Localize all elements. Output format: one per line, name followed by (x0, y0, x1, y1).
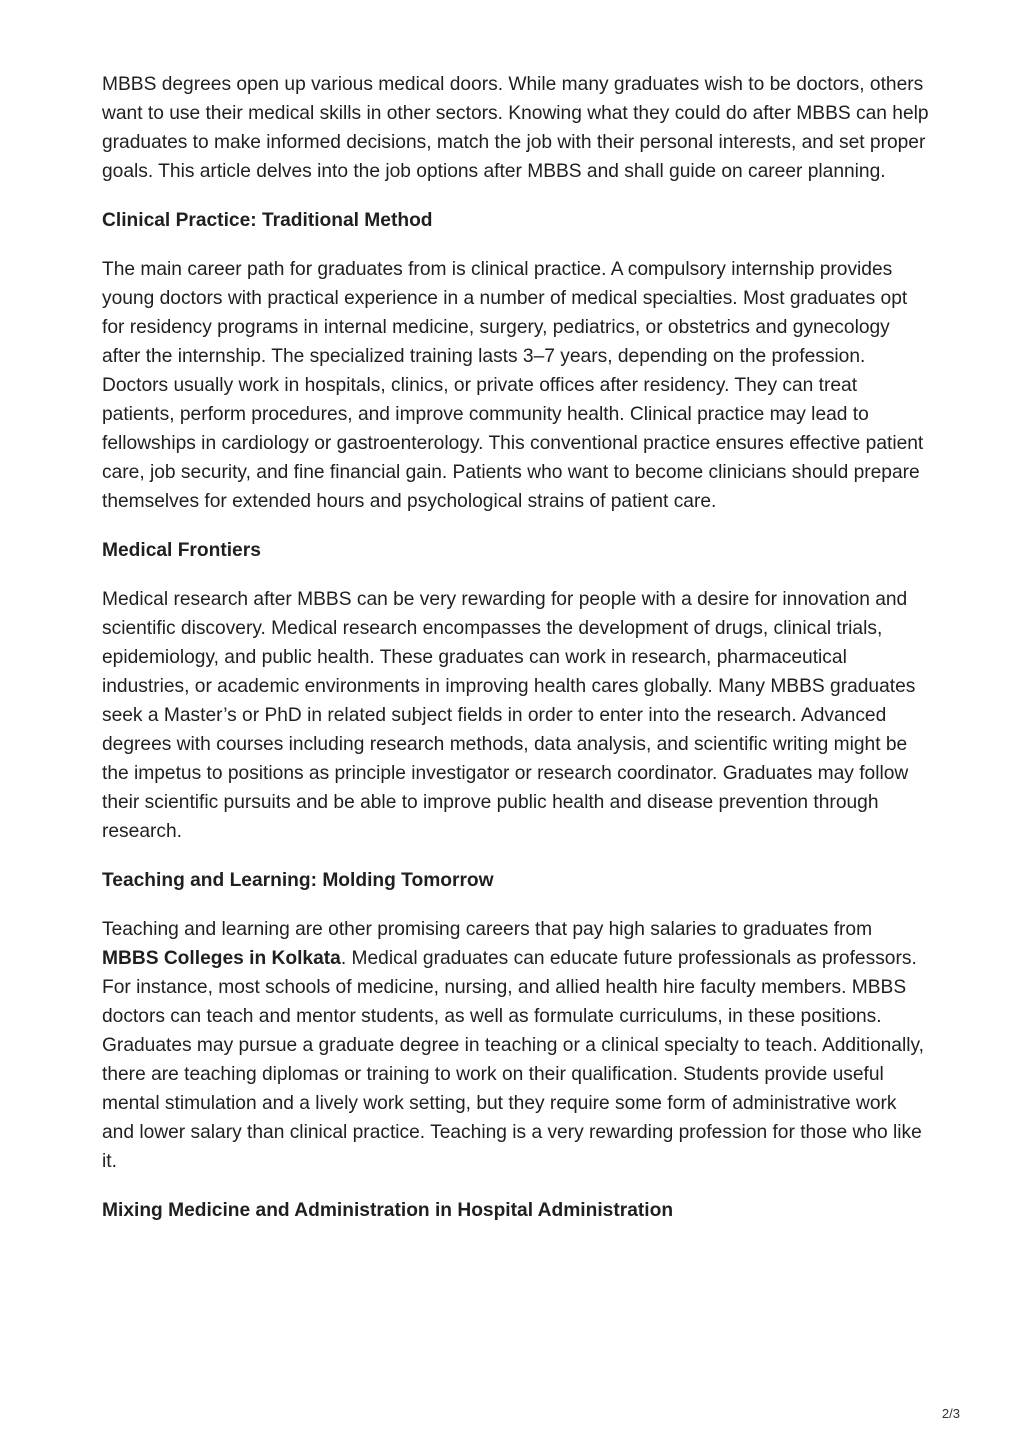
article-body (102, 70, 932, 1245)
page-number: 2/3 (941, 1406, 960, 1421)
section-body-clinical-practice: The main career path for graduates from is clinical practice. A compulsory internship provides young doctors with practical experience in a number of medical specialties. Most graduates opt for residency programs in internal medicine, surgery, pediatrics, or obstetrics and gynecology after the internship. The specialized training lasts 3–7 years, depending on the profession. Doctors usually work in hospitals, clinics, or private offices after residency. They can treat patients, perform procedures, and improve community health. Clinical practice may lead to fellowships in cardiology or gastroenterology. This conventional practice ensures effective patient care, job security, and fine financial gain. Patients who want to become clinicians should prepare themselves for extended hours and psychological strains of patient care. (102, 259, 924, 512)
intro-paragraph: MBBS degrees open up various medical doors. While many graduates wish to be doctors, others want to use their medical skills in other sectors. Knowing what they could do after MBBS can help graduates to make informed decisions, match the job with their personal interests, and set proper goals. This article delves into the job options after MBBS and shall guide on career planning. (102, 74, 929, 182)
section-heading-clinical-practice: Clinical Practice: Traditional Method (102, 210, 433, 231)
mbbs-colleges-kolkata-link-text: MBBS Colleges in Kolkata (102, 948, 341, 969)
section-heading-teaching: Teaching and Learning: Molding Tomorrow (102, 870, 494, 891)
section-body-teaching (102, 915, 932, 1176)
section-heading-medical-frontiers: Medical Frontiers (102, 540, 261, 561)
teaching-text-end: . Medical graduates can educate future professionals as professors. For instance, most schools of medicine, nursing, and allied health hire faculty members. MBBS doctors can teach and mentor students, as well as formulate curriculums, in these positions. Graduates may pursue a graduate degree in teaching or a clinical specialty to teach. Additionally, there are teaching diplomas or training to work on their qualification. Students provide useful mental stimulation and a lively work setting, but they require some form of administrative work and lower salary than clinical practice. Teaching is a very rewarding profession for those who like it. (102, 948, 924, 1172)
section-body-medical-frontiers: Medical research after MBBS can be very rewarding for people with a desire for innovation and scientific discovery. Medical research encompasses the development of drugs, clinical trials, epidemiology, and public health. These graduates can work in research, pharmaceutical industries, or academic environments in improving health cares globally. Many MBBS graduates seek a Master’s or PhD in related subject fields in order to enter into the research. Advanced degrees with courses including research methods, data analysis, and scientific writing might be the impetus to positions as principle investigator or research coordinator. Graduates may follow their scientific pursuits and be able to improve public health and disease prevention through research. (102, 589, 916, 842)
teaching-text-start: Teaching and learning are other promising careers that pay high salaries to graduates from (102, 919, 873, 940)
section-heading-hospital-administration: Mixing Medicine and Administration in Hospital Administration (102, 1200, 674, 1221)
